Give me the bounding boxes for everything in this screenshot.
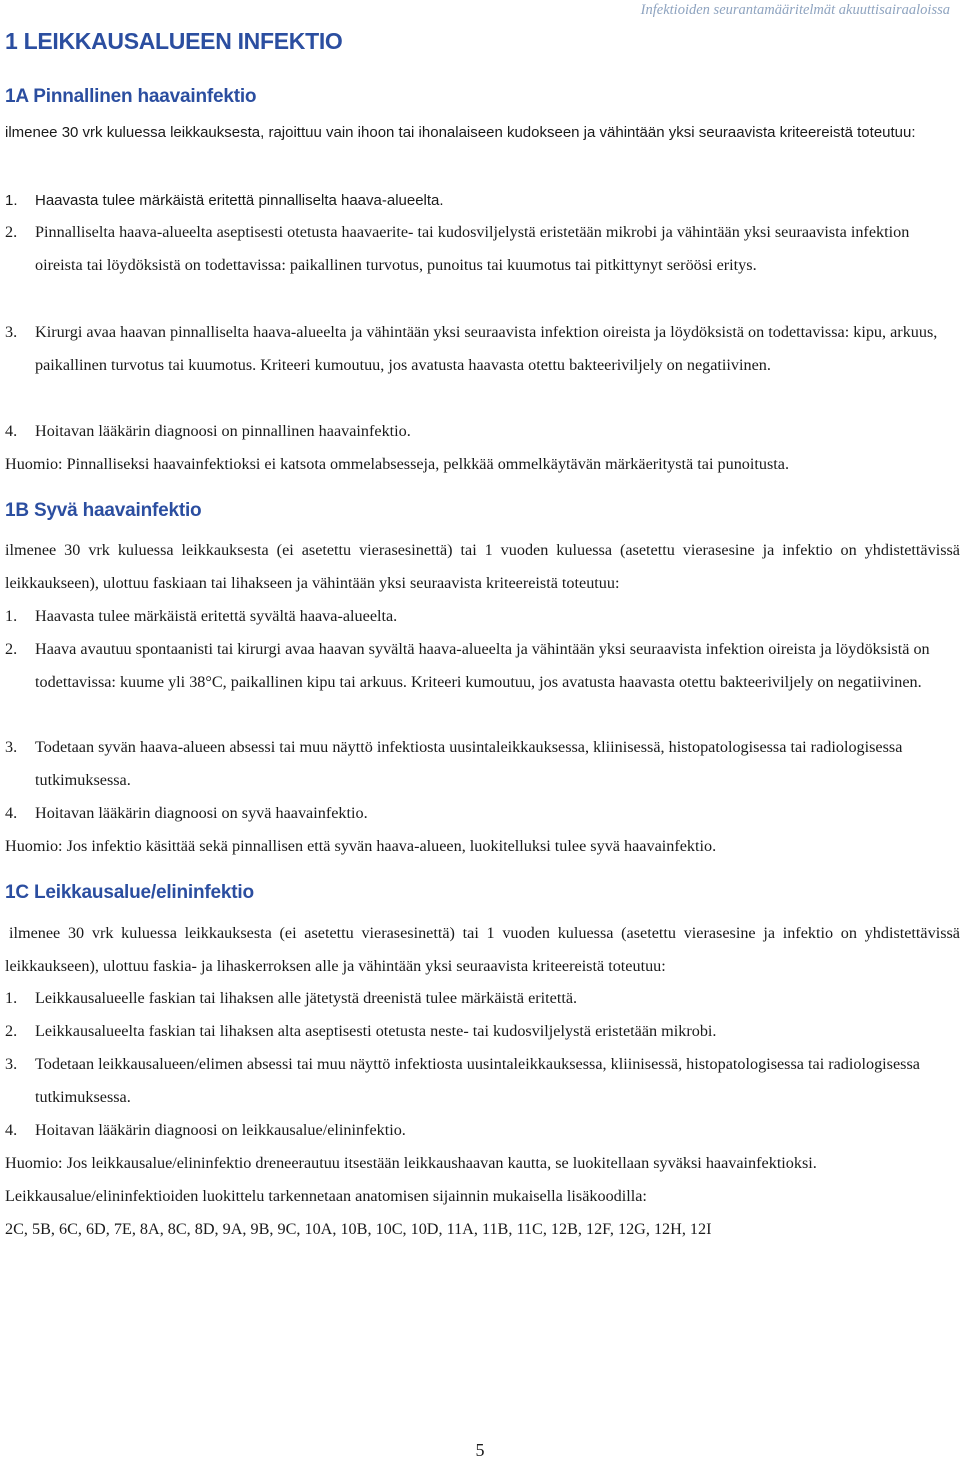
page-number: 5: [475, 1440, 485, 1460]
criterion-number: 1.: [5, 989, 18, 1007]
criterion-number: 3.: [5, 323, 18, 341]
criterion-1c-3: [5, 1048, 960, 1114]
criterion-1a-1: [5, 184, 960, 217]
criterion-1b-3: [5, 731, 960, 797]
criterion-text: Pinnalliselta haava-alueelta aseptisesti otetusta haavaerite- tai kudosviljelystä eristetään mikrobi ja vähintään yksi seuraavista infektion oireista tai löydöksistä on todettavissa: paikallinen turvotus, punoitus tai kuumotus tai pitkittynyt seröösi eritys.: [35, 223, 910, 274]
criterion-text: Hoitavan lääkärin diagnoosi on pinnallinen haavainfektio.: [35, 422, 411, 440]
criterion-text: Haavasta tulee märkäistä eritettä syvältä haava-alueelta.: [35, 607, 398, 625]
criterion-number: 3.: [5, 738, 18, 756]
criterion-number: 2.: [5, 640, 18, 658]
criterion-1b-2: [5, 633, 960, 699]
criterion-1c-2: [5, 1015, 960, 1048]
criterion-1b-1: [5, 600, 960, 633]
criterion-1a-4: [5, 415, 960, 448]
criterion-1c-4: [5, 1114, 960, 1147]
anatomic-codes: 2C, 5B, 6C, 6D, 7E, 8A, 8C, 8D, 9A, 9B, 9C, 10A, 10B, 10C, 10D, 11A, 11B, 11C, 12B, 12F, 12G, 12H, 12I: [5, 1220, 712, 1238]
criterion-number: 4.: [5, 422, 18, 440]
section-intro-1a: ilmenee 30 vrk kuluessa leikkauksesta, rajoittuu vain ihoon tai ihonalaiseen kudokseen ja vähintään yksi seuraavista kriteereistä toteutuu:: [5, 124, 916, 141]
section-heading-1b: 1B Syvä haavainfektio: [5, 500, 202, 521]
criterion-number: 1.: [5, 192, 18, 209]
criterion-number: 3.: [5, 1055, 18, 1073]
criterion-text: Haavasta tulee märkäistä eritettä pinnalliselta haava-alueelta.: [35, 192, 444, 209]
classification-text: Leikkausalue/elininfektioiden luokittelu tarkennetaan anatomisen sijainnin mukaisella lisäkoodilla:: [5, 1187, 647, 1205]
criterion-text: Hoitavan lääkärin diagnoosi on leikkausalue/elininfektio.: [35, 1121, 406, 1139]
criterion-1b-4: [5, 797, 960, 830]
criterion-text: Todetaan syvän haava-alueen absessi tai muu näyttö infektiosta uusintaleikkauksessa, kliinisessä, histopatologisessa tai radiologisessa tutkimuksessa.: [35, 738, 903, 789]
criterion-text: Leikkausalueelta faskian tai lihaksen alta aseptisesti otetusta neste- tai kudosviljelystä eristetään mikrobi.: [35, 1022, 717, 1040]
criterion-number: 4.: [5, 1121, 18, 1139]
criterion-text: Leikkausalueelle faskian tai lihaksen alle jätetystä dreenistä tulee märkäistä eritettä.: [35, 989, 578, 1007]
section-note-1c: Huomio: Jos leikkausalue/elininfektio dreneerautuu itsestään leikkaushaavan kautta, se luokitellaan syväksi haavainfektioksi.: [5, 1154, 817, 1172]
section-note-1a: Huomio: Pinnalliseksi haavainfektioksi ei katsota ommelabsesseja, pelkkää ommelkäytävän märkäeritystä tai punoitusta.: [5, 455, 789, 473]
criterion-number: 4.: [5, 804, 18, 822]
section-intro-1b: ilmenee 30 vrk kuluessa leikkauksesta (ei asetettu vierasesinettä) tai 1 vuoden kuluessa (asetettu vierasesine ja infektio on yhdistettävissä leikkaukseen), ulottuu faskiaan tai lihakseen ja vähintään yksi seuraavista kriteereistä toteutuu:: [5, 541, 960, 592]
running-header: Infektioiden seurantamääritelmät akuuttisairaaloissa: [640, 2, 950, 18]
criterion-number: 2.: [5, 1022, 18, 1040]
criterion-text: Todetaan leikkausalueen/elimen absessi tai muu näyttö infektiosta uusintaleikkauksessa, kliinisessä, histopatologisessa tai radiologisessa tutkimuksessa.: [35, 1055, 920, 1106]
criterion-1c-1: [5, 982, 960, 1015]
criterion-number: 2.: [5, 223, 18, 241]
criterion-1a-3: [5, 316, 960, 382]
criterion-text: Hoitavan lääkärin diagnoosi on syvä haavainfektio.: [35, 804, 368, 822]
section-note-1b: Huomio: Jos infektio käsittää sekä pinnallisen että syvän haava-alueen, luokitelluksi tulee syvä haavainfektio.: [5, 837, 717, 855]
section-intro-1c: ilmenee 30 vrk kuluessa leikkauksesta (ei asetettu vierasesinettä) tai 1 vuoden kuluessa (asetettu vierasesine ja infektio on yhdistettävissä leikkaukseen), ulottuu faskia- ja lihaskerroksen alle ja vähintään yksi seuraavista kriteereistä toteutuu:: [5, 924, 960, 975]
criterion-text: Kirurgi avaa haavan pinnalliselta haava-alueelta ja vähintään yksi seuraavista infektion oireista ja löydöksistä on todettavissa: kipu, arkuus, paikallinen turvotus tai kuumotus. Kriteeri kumoutuu, jos avatusta haavasta otettu bakteeriviljely on negatiivinen.: [35, 323, 938, 374]
criterion-number: 1.: [5, 607, 18, 625]
page-title: 1 LEIKKAUSALUEEN INFEKTIO: [5, 28, 343, 54]
criterion-text: Haava avautuu spontaanisti tai kirurgi avaa haavan syvältä haava-alueelta ja vähintään yksi seuraavista infektion oireista ja löydöksistä on todettavissa: kuume yli 38°C, paikallinen kipu tai arkuus. Kriteeri kumoutuu, jos avatusta haavasta otettu bakteeriviljely on negatiivinen.: [35, 640, 930, 691]
section-heading-1c: 1C Leikkausalue/elininfektio: [5, 882, 254, 903]
section-heading-1a: 1A Pinnallinen haavainfektio: [5, 86, 257, 107]
criterion-1a-2: [5, 216, 960, 282]
